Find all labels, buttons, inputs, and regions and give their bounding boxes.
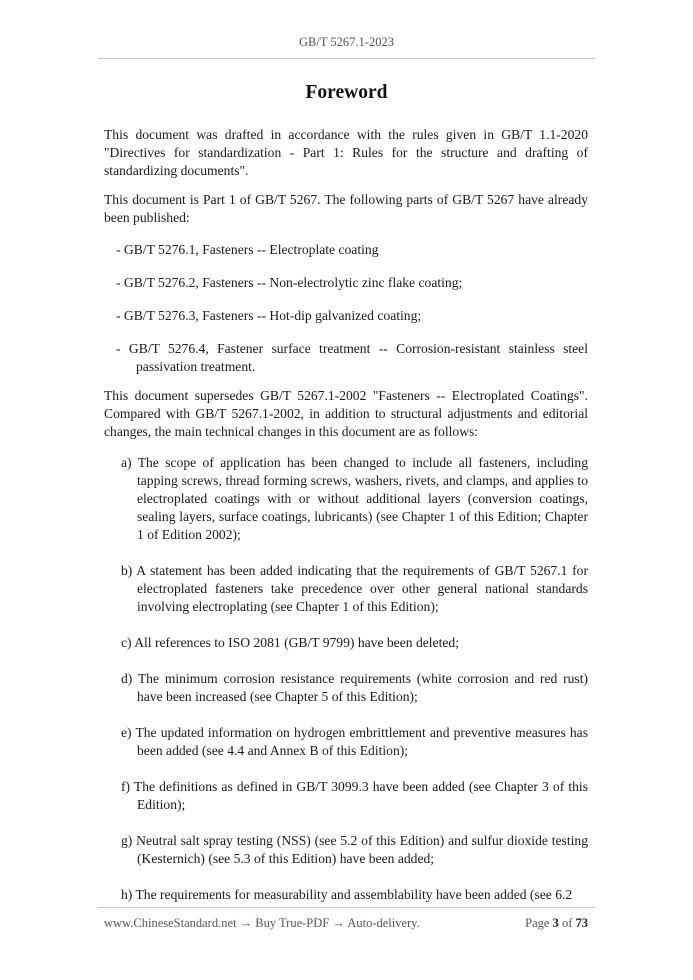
paragraph-supersedes: This document supersedes GB/T 5267.1-2002 "Fasteners -- Electroplated Coatings". Compared with GB/T 5267.1-2002, in addition to structural adjustments and editorial changes, the main technical changes in this document are as follows: bbox=[104, 388, 588, 439]
list-item: - GB/T 5276.4, Fastener surface treatment -- Corrosion-resistant stainless steel passivation treatment. bbox=[116, 341, 588, 374]
arrow-right-icon: → bbox=[239, 916, 253, 930]
list-item: h) The requirements for measurability and assemblability have been added (see 6.2 bbox=[121, 887, 573, 902]
list-item: b) A statement has been added indicating that the requirements of GB/T 5267.1 for electroplated fasteners take precedence over other general national standards involving electroplating (see Chapter 1 of this Edition); bbox=[121, 563, 588, 614]
list-item: g) Neutral salt spray testing (NSS) (see 5.2 of this Edition) and sulfur dioxide testing (Kesternich) (see 5.3 of this Edition) have been added; bbox=[121, 833, 588, 866]
list-item: d) The minimum corrosion resistance requirements (white corrosion and red rust) have been increased (see Chapter 5 of this Edition); bbox=[121, 671, 588, 704]
total-pages: 73 bbox=[575, 916, 588, 930]
list-item: f) The definitions as defined in GB/T 3099.3 have been added (see Chapter 3 of this Edition); bbox=[121, 779, 588, 812]
current-page: 3 bbox=[552, 916, 559, 930]
buy-link[interactable]: Buy True-PDF bbox=[255, 916, 330, 930]
list-item: e) The updated information on hydrogen embrittlement and preventive measures has been added (see 4.4 and Annex B of this Edition); bbox=[121, 725, 588, 758]
arrow-right-icon: → bbox=[332, 916, 345, 930]
delivery-text: Auto-delivery. bbox=[347, 916, 420, 930]
published-parts-list bbox=[104, 241, 588, 376]
document-body bbox=[104, 126, 588, 904]
page-footer bbox=[104, 916, 588, 931]
header-doc-id: GB/T 5267.1-2023 bbox=[299, 35, 394, 49]
paragraph-drafting-rules: This document was drafted in accordance with the rules given in GB/T 1.1-2020 "Directives for standardization - Part 1: Rules for the structure and drafting of standardizing documents". bbox=[104, 127, 588, 178]
footer-divider bbox=[98, 907, 595, 908]
paragraph-part-info: This document is Part 1 of GB/T 5267. The following parts of GB/T 5267 have already been published: bbox=[104, 192, 588, 225]
page-number: Page 3 of 73 bbox=[525, 916, 588, 930]
list-item: - GB/T 5276.2, Fasteners -- Non-electrolytic zinc flake coating; bbox=[116, 275, 463, 290]
list-item: - GB/T 5276.3, Fasteners -- Hot-dip galvanized coating; bbox=[116, 308, 422, 323]
header-divider bbox=[98, 58, 595, 59]
list-item: - GB/T 5276.1, Fasteners -- Electroplate coating bbox=[116, 242, 379, 257]
page-title: Foreword bbox=[305, 82, 388, 103]
technical-changes-list bbox=[104, 454, 588, 904]
list-item: a) The scope of application has been changed to include all fasteners, including tapping screws, thread forming screws, washers, rivets, and clamps, and applies to electroplated coatings with or without additional layers (conversion coatings, sealing layers, surface coatings, lubricants) (see Chapter 1 of this Edition; Chapter 1 of Edition 2002); bbox=[121, 455, 588, 542]
footer-links bbox=[104, 916, 420, 931]
site-link[interactable]: www.ChineseStandard.net bbox=[104, 916, 237, 930]
list-item: c) All references to ISO 2081 (GB/T 9799) have been deleted; bbox=[121, 635, 459, 650]
